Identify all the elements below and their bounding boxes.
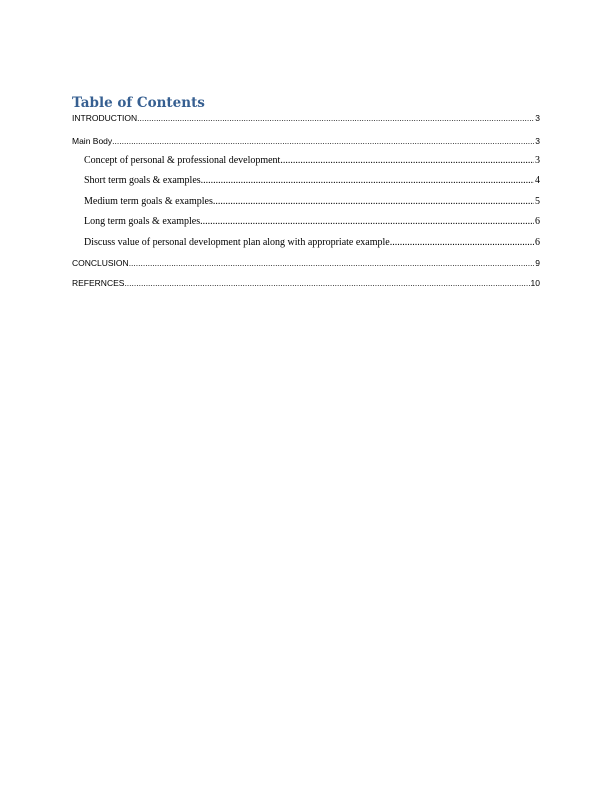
toc-entry-introduction[interactable] — [72, 113, 540, 127]
toc-entry-label: REFERNCES — [72, 278, 125, 288]
toc-entry-label: Concept of personal & professional development — [84, 155, 281, 166]
leader-dots — [390, 237, 534, 248]
toc-entry-page: 6 — [535, 216, 540, 227]
toc-entry-page: 4 — [535, 175, 540, 186]
toc-entry-label: Long term goals & examples — [84, 216, 201, 227]
toc-entry-label: Medium term goals & examples — [84, 196, 213, 207]
toc-entry-discuss-value[interactable] — [84, 237, 540, 251]
toc-entry-short-term[interactable] — [84, 175, 540, 189]
toc-entry-long-term[interactable] — [84, 216, 540, 230]
toc-entry-label: Short term goals & examples — [84, 175, 201, 186]
toc-title: Table of Contents — [72, 95, 205, 111]
toc-entry-page: 3 — [535, 113, 540, 123]
toc-entry-label: Main Body — [72, 136, 113, 146]
toc-entry-page: 3 — [535, 155, 540, 166]
toc-entry-references[interactable] — [72, 278, 540, 292]
leader-dots — [129, 258, 535, 268]
leader-dots — [280, 155, 534, 166]
leader-dots — [200, 216, 534, 227]
toc-entry-main-body[interactable] — [72, 136, 540, 150]
toc-entry-page: 6 — [535, 237, 540, 248]
toc-entry-medium-term[interactable] — [84, 196, 540, 210]
toc-entry-page: 3 — [535, 136, 540, 146]
toc-entry-conclusion[interactable] — [72, 258, 540, 272]
leader-dots — [201, 175, 534, 186]
toc-entry-page: 10 — [530, 278, 540, 288]
toc-entry-page: 9 — [535, 258, 540, 268]
toc-entry-label: INTRODUCTION — [72, 113, 138, 123]
toc-entry-page: 5 — [535, 196, 540, 207]
toc-entry-label: Discuss value of personal development plan along with appropriate example — [84, 237, 390, 248]
toc-entry-concept[interactable] — [84, 155, 540, 169]
leader-dots — [124, 278, 529, 288]
leader-dots — [112, 136, 534, 146]
toc-entry-label: CONCLUSION — [72, 258, 129, 268]
leader-dots — [213, 196, 534, 207]
leader-dots — [137, 113, 534, 123]
